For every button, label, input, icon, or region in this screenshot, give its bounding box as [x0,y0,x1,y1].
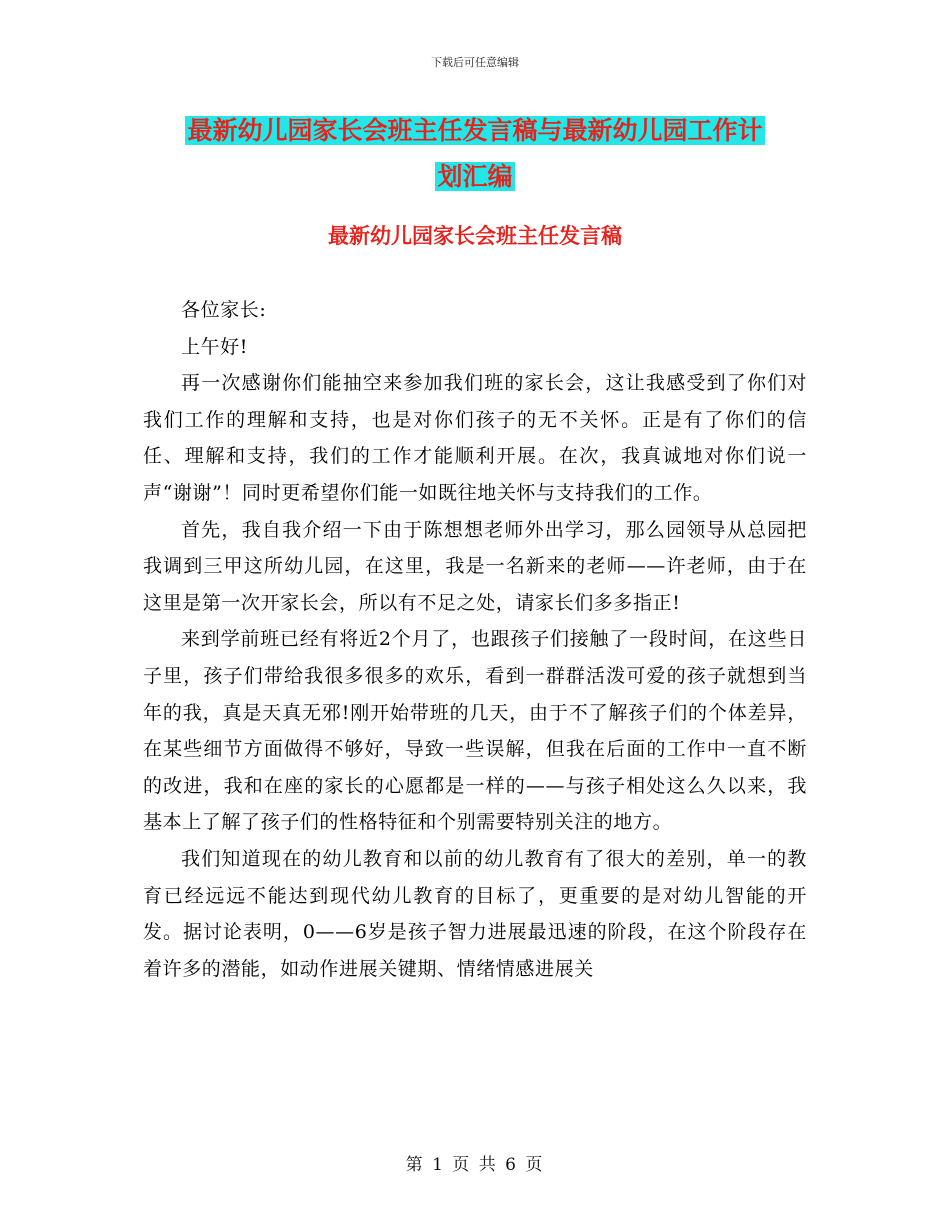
paragraph: 首先，我自我介绍一下由于陈想想老师外出学习，那么园领导从总园把我调到三甲这所幼儿园，在这里，我是一名新来的老师——许老师，由于在这里是第一次开家长会，所以有不足之处，请家长们多多指正! [143,518,807,614]
page-footer: 第 1 页 共 6 页 [405,1155,545,1175]
paragraph: 来到学前班已经有将近2个月了，也跟孩子们接触了一段时间，在这些日子里，孩子们带给我很多很多的欢乐，看到一群群活泼可爱的孩子就想到当年的我，真是天真无邪!刚开始带班的几天，由于不了解孩子们的个体差异，在某些细节方面做得不够好，导致一些误解，但我在后面的工作中一直不断的改进，我和在座的家长的心愿都是一样的——与孩子相处这么久以来，我基本上了解了孩子们的性格特征和个别需要特别关注的地方。 [143,628,807,834]
document-title-line-2: 划汇编 [437,162,513,191]
document-body [143,292,807,987]
header-note: 下载后可任意编辑 [431,56,519,69]
paragraph: 再一次感谢你们能抽空来参加我们班的家长会，这让我感受到了你们对我们工作的理解和支持，也是对你们孩子的无不关怀。正是有了你们的信任、理解和支持，我们的工作才能顺利开展。在次，我真诚地对你们说一声“谢谢”！同时更希望你们能一如既往地关怀与支持我们的工作。 [143,372,807,504]
document-title [130,108,820,200]
paragraph: 我们知道现在的幼儿教育和以前的幼儿教育有了很大的差别，单一的教育已经远远不能达到现代幼儿教育的目标了，更重要的是对幼儿智能的开发。据讨论表明，0——6岁是孩子智力进展最迅速的阶段，在这个阶段存在着许多的潜能，如动作进展关键期、情绪情感进展关 [143,847,807,980]
paragraph-greeting: 上午好! [181,335,249,358]
section-title: 最新幼儿园家长会班主任发言稿 [328,224,622,248]
paragraph-salutation: 各位家长: [181,299,267,321]
document-title-line-1: 最新幼儿园家长会班主任发言稿与最新幼儿园工作计 [187,116,763,145]
